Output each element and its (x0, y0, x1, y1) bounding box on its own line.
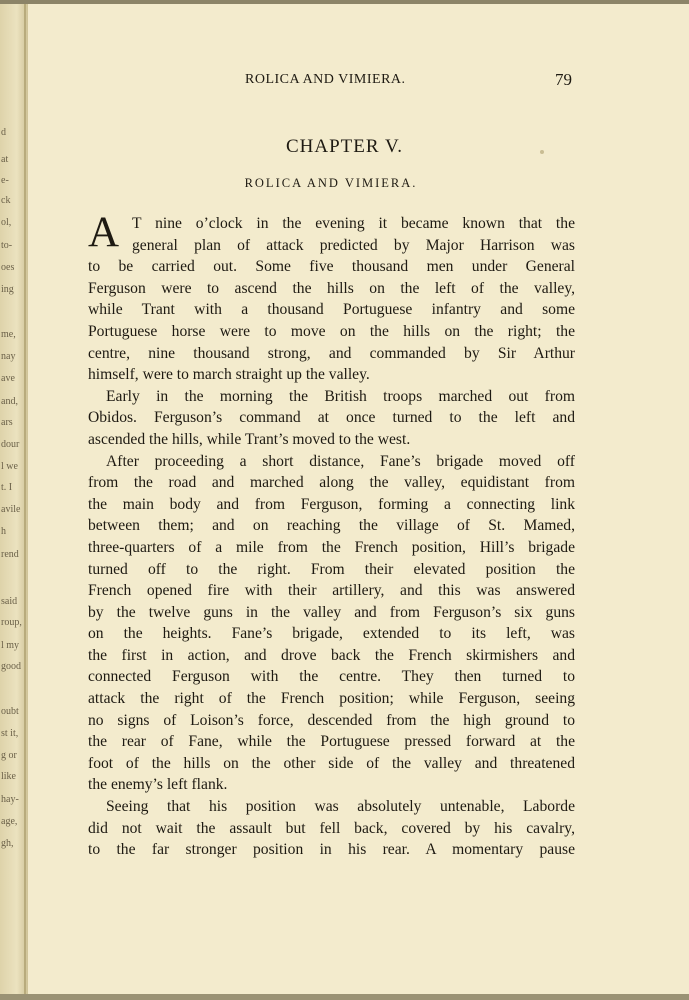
text-line: the enemy’s left flank. (88, 776, 228, 794)
margin-fragment: avile (1, 505, 21, 515)
text-line: on the heights. Fane’s brigade, extended to its left, was (88, 625, 575, 643)
text-line: attack the right of the French position; while Ferguson, seeing (88, 690, 575, 708)
text-line: French opened fire with their artillery, and this was answered (88, 582, 575, 600)
margin-fragment: e- (1, 176, 9, 186)
chapter-title: CHAPTER V. (286, 136, 403, 157)
top-edge (0, 0, 689, 4)
text-line: centre, nine thousand strong, and commanded by Sir Arthur (88, 344, 575, 362)
text-line: the rear of Fane, while the Portuguese pressed forward at the (88, 733, 575, 751)
margin-fragment: and, (1, 397, 18, 407)
margin-fragment: ck (1, 196, 11, 206)
text-line: to be carried out. Some five thousand men under General (88, 258, 575, 276)
margin-fragment: h (1, 527, 6, 537)
margin-fragment: g or (1, 751, 17, 761)
text-line: between them; and on reaching the village of St. Mamed, (88, 517, 575, 535)
margin-fragment: oes (1, 263, 15, 273)
margin-fragment: rend (1, 550, 19, 560)
text-line: no signs of Loison’s force, descended from the high ground to (88, 711, 575, 729)
margin-fragment: said (1, 597, 18, 607)
margin-fragment: like (1, 772, 16, 782)
text-line: connected Ferguson with the centre. They then turned to (88, 668, 575, 686)
running-head: ROLICA AND VIMIERA. (245, 72, 406, 87)
text-line: to the far stronger position in his rear. A momentary pause (88, 841, 575, 859)
text-line: After proceeding a short distance, Fane’s brigade moved off (106, 452, 575, 470)
text-line: himself, were to march straight up the valley. (88, 366, 370, 384)
text-line: ascended the hills, while Trant’s moved to the west. (88, 430, 411, 448)
margin-fragment: ave (1, 374, 15, 384)
text-line: general plan of attack predicted by Major Harrison was (132, 236, 575, 254)
text-line: the main body and from Ferguson, forming a connecting link (88, 495, 575, 513)
text-line: Ferguson were to ascend the hills on the left of the valley, (88, 279, 575, 297)
text-line: three-quarters of a mile from the French position, Hill’s brigade (88, 538, 575, 556)
margin-fragment: to- (1, 241, 13, 251)
margin-fragment: ars (1, 418, 13, 428)
drop-cap: A (88, 209, 120, 256)
margin-fragment: t. I (1, 483, 13, 493)
text-line: turned off to the right. From their elevated position the (88, 560, 575, 578)
margin-fragment: age, (1, 817, 18, 827)
bottom-edge (0, 994, 689, 1000)
margin-fragment: at (1, 155, 9, 165)
margin-fragment: l we (1, 462, 18, 472)
margin-fragment: nay (1, 352, 16, 362)
margin-fragment: gh, (1, 839, 14, 849)
margin-fragment: ol, (1, 218, 12, 228)
margin-fragment: ing (1, 285, 14, 295)
text-line: Portuguese horse were to move on the hills on the right; the (88, 322, 575, 340)
margin-fragment: d (1, 128, 6, 138)
text-line: by the twelve guns in the valley and from Ferguson’s six guns (88, 603, 575, 621)
text-line: Seeing that his position was absolutely untenable, Laborde (106, 798, 575, 816)
margin-fragment: dour (1, 440, 20, 450)
margin-fragment: st it, (1, 729, 19, 739)
page-number: 79 (555, 70, 572, 89)
margin-fragment: roup, (1, 618, 22, 628)
text-line: did not wait the assault but fell back, covered by his cavalry, (88, 819, 575, 837)
margin-fragment: hay- (1, 795, 19, 805)
text-line: foot of the hills on the other side of the valley and threatened (88, 754, 575, 772)
text-line: T nine o’clock in the evening it became known that the (132, 215, 575, 232)
margin-fragment: l my (1, 641, 20, 651)
chapter-subtitle: ROLICA AND VIMIERA. (244, 176, 418, 190)
text-line: Early in the morning the British troops marched out from (106, 387, 575, 405)
body-text (88, 209, 575, 861)
text-line: the first in action, and drove back the French skirmishers and (88, 646, 575, 664)
margin-fragment: good (1, 662, 21, 672)
text-line: Obidos. Ferguson’s command at once turned to the left and (88, 409, 575, 427)
margin-fragment: me, (1, 330, 16, 340)
text-line: while Trant with a thousand Portuguese infantry and some (88, 301, 575, 319)
margin-fragment: oubt (1, 707, 19, 717)
text-line: from the road and marched along the valley, equidistant from (88, 474, 575, 492)
